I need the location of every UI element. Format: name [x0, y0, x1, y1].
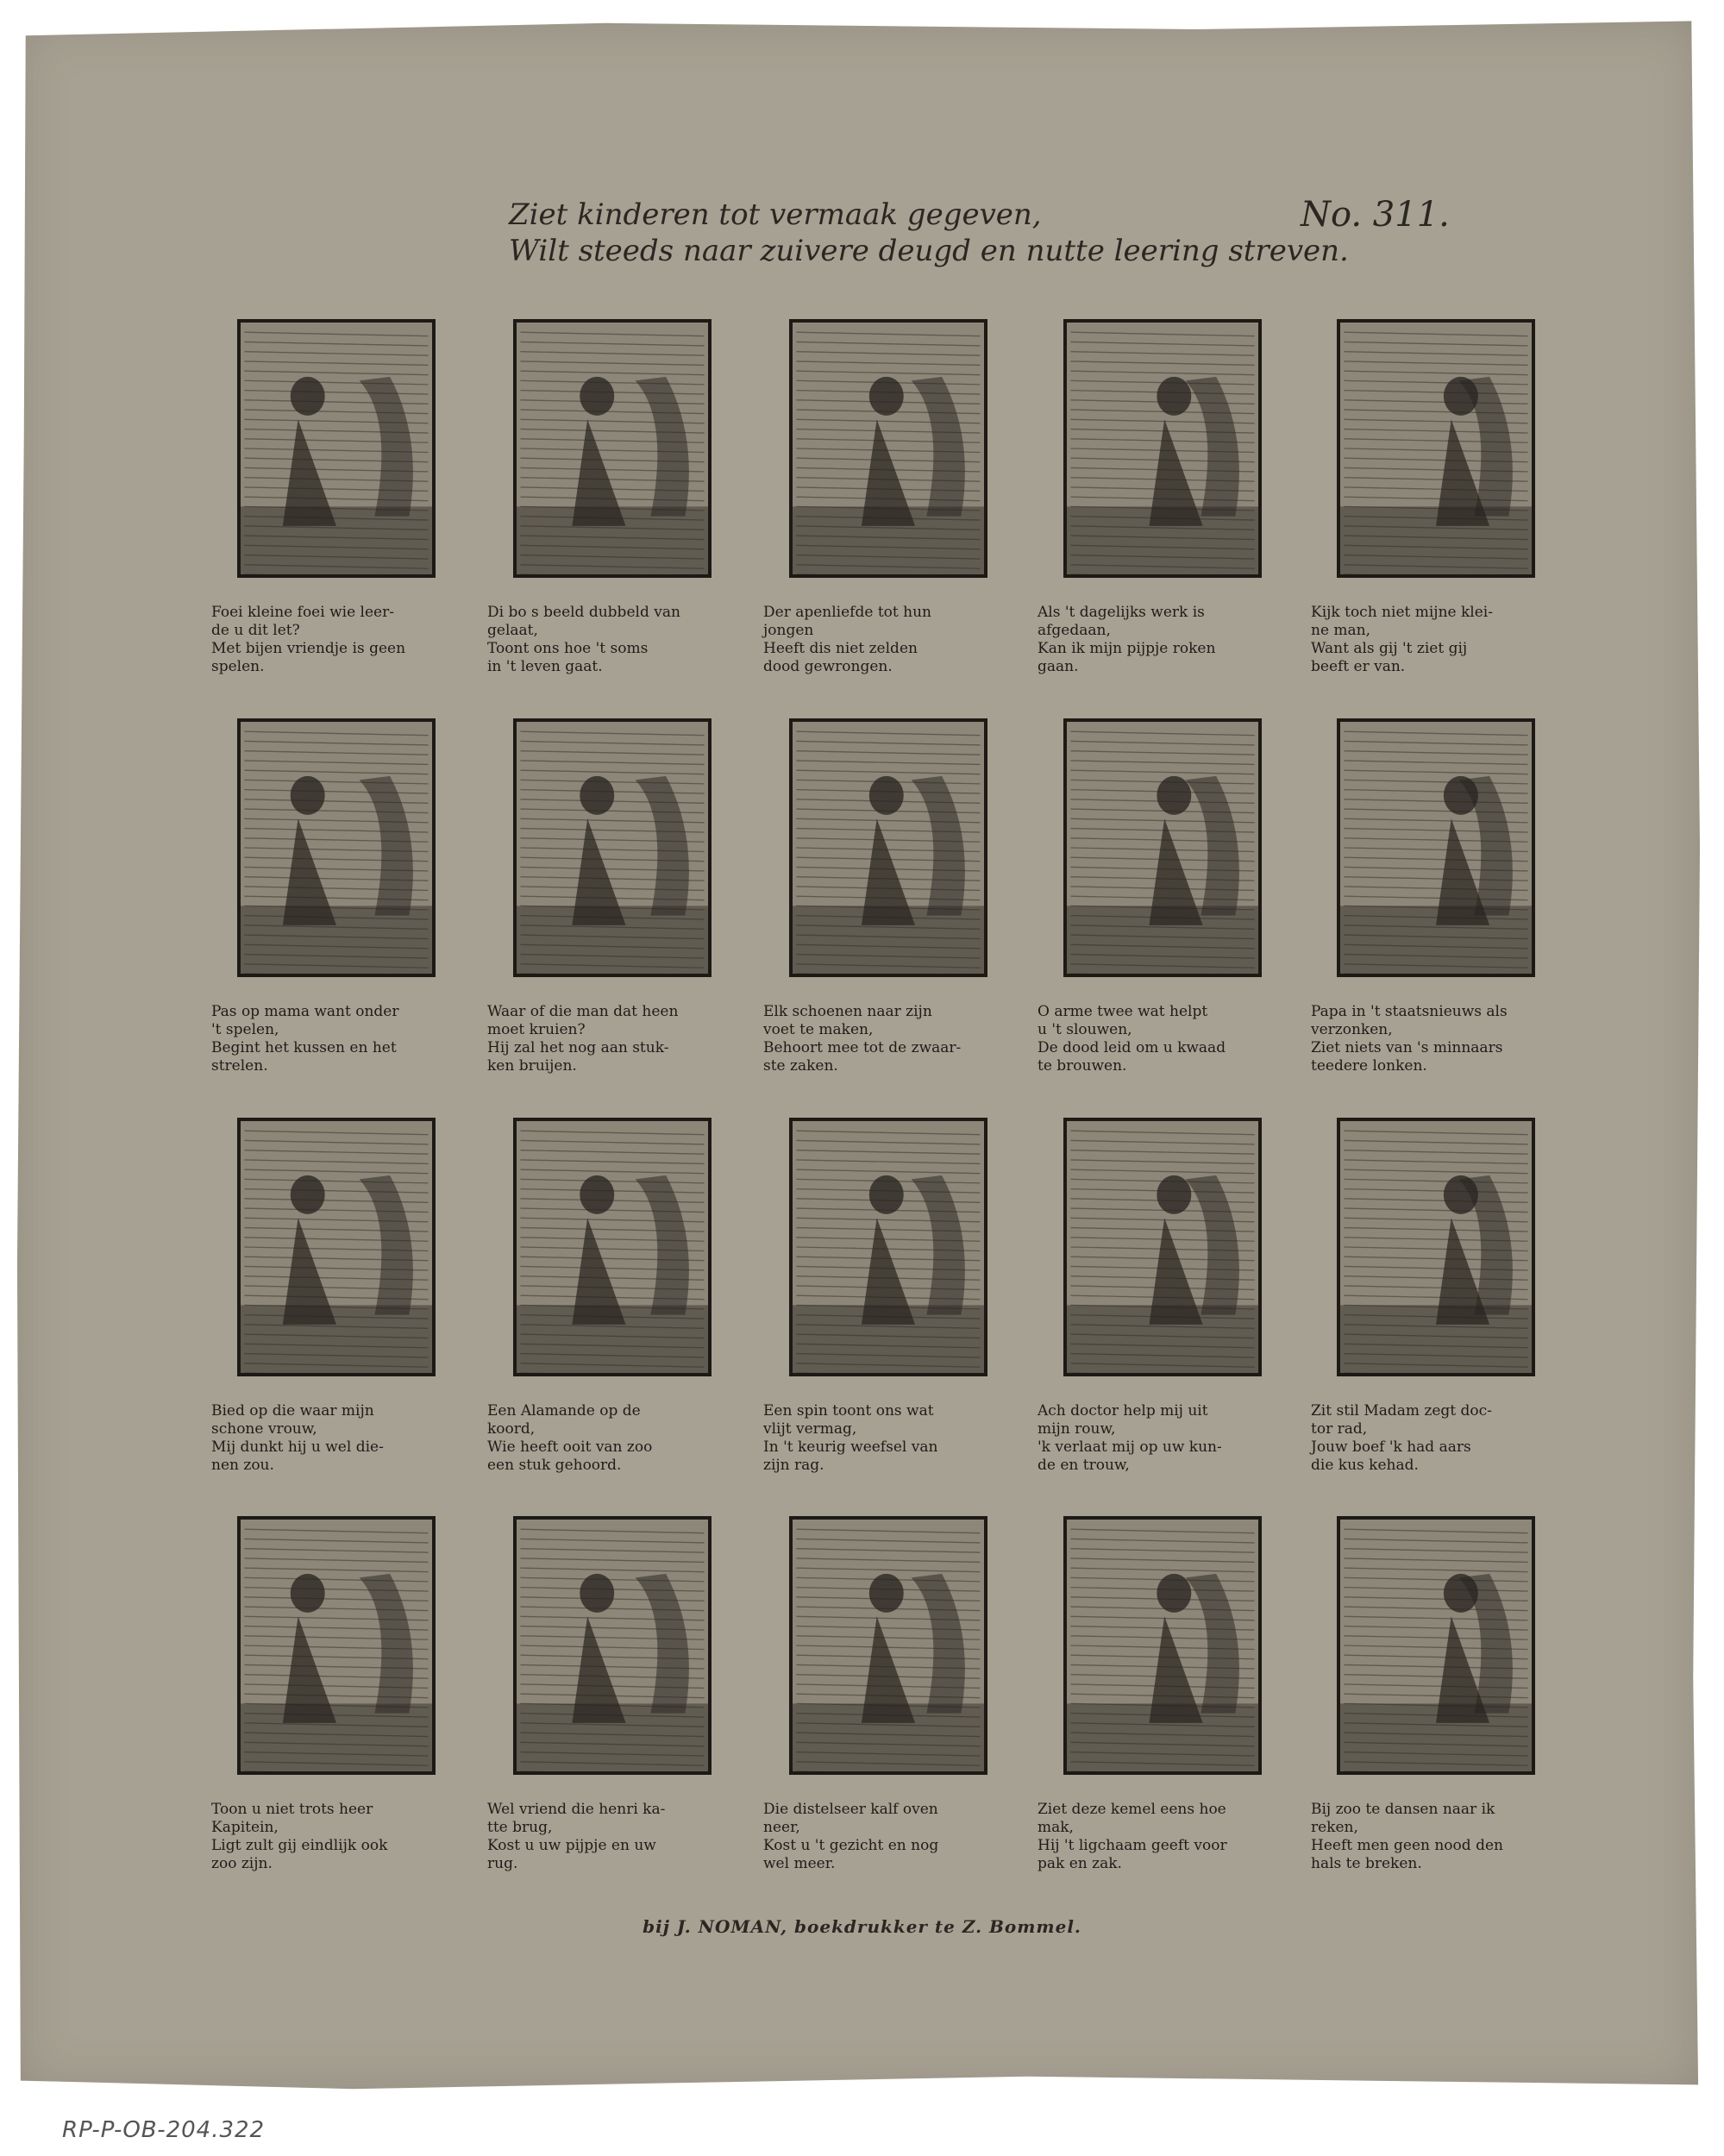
doctor-kiss-scene-icon: [1340, 1121, 1532, 1373]
woodcut-caption: Toon u niet trots heer Kapitein, Ligt zult gij eindlijk ook zoo zijn.: [211, 1801, 388, 1872]
woodcut-panel: [487, 1118, 772, 1497]
woodcut-image: [789, 1118, 987, 1376]
woodcut-panel: [1311, 1516, 1595, 1896]
woodcut-caption: Waar of die man dat heen moet kruien? Hij zal het nog aan stuk- ken bruijen.: [487, 1003, 679, 1075]
spider-web-tree-icon: [793, 1121, 984, 1373]
woodcut-image: [513, 1118, 712, 1376]
woodcut-panel: [763, 319, 1048, 699]
doctor-and-patient-icon: [1067, 1121, 1258, 1373]
woodcut-image: [513, 1516, 712, 1775]
woodcut-caption: Als 't dagelijks werk is afgedaan, Kan ik mijn pijpje roken gaan.: [1038, 604, 1216, 675]
woodcut-panel: [211, 1118, 496, 1497]
woodcut-panel: [1038, 1118, 1322, 1497]
woodcut-caption: Der apenliefde tot hun jongen Heeft dis niet zelden dood gewrongen.: [763, 604, 931, 675]
woodcut-caption: Wel vriend die henri ka- tte brug, Kost u uw pijpje en uw rug.: [487, 1801, 666, 1872]
woodcut-image: [1063, 718, 1262, 977]
woodcut-panel: [1311, 718, 1595, 1098]
woodcut-caption: Pas op mama want onder 't spelen, Begint het kussen en het strelen.: [211, 1003, 399, 1075]
couple-at-gate-icon: [1340, 323, 1532, 574]
header-line-2: Wilt steeds naar zuivere deugd en nutte leering streven.: [509, 234, 1349, 268]
woodcut-caption: O arme twee wat helpt u 't slouwen, De dood leid om u kwaad te brouwen.: [1038, 1003, 1226, 1075]
dancers-falling-icon: [1340, 1520, 1532, 1771]
woodcut-panel: [487, 718, 772, 1098]
woodcut-caption: Elk schoenen naar zijn voet te maken, Behoort mee tot de zwaar- ste zaken.: [763, 1003, 962, 1075]
woodcut-panel: [1038, 718, 1322, 1098]
naked-couple-tree-icon: [1067, 722, 1258, 974]
bust-portrait-icon: [517, 323, 708, 574]
woodcut-caption: Bied op die waar mijn schone vrouw, Mij dunkt hij u wel die- nen zou.: [211, 1402, 384, 1474]
woodcut-panel: [1311, 1118, 1595, 1497]
printer-imprint: bij J. NOMAN, boekdrukker te Z. Bommel.: [643, 1916, 1081, 1937]
woodcut-panel: [763, 1516, 1048, 1896]
woodcut-caption: Papa in 't staatsnieuws als verzonken, Ziet niets van 's minnaars teedere lonken.: [1311, 1003, 1508, 1075]
woodcut-image: [237, 1516, 436, 1775]
woodcut-image: [1063, 1516, 1262, 1775]
woodcut-caption: Een spin toont ons wat vlijt vermag, In 't keurig weefsel van zijn rag.: [763, 1402, 938, 1474]
woodcut-caption: Kijk toch niet mijne klei- ne man, Want als gij 't ziet gij beeft er van.: [1311, 604, 1493, 675]
woodcut-panel: [487, 1516, 772, 1896]
woodcut-caption: Die distelseer kalf oven neer, Kost u 't gezicht en nog wel meer.: [763, 1801, 939, 1872]
woodcut-caption: Foei kleine foei wie leer- de u dit let? Met bijen vriendje is geen spelen.: [211, 604, 406, 675]
woodcut-panel: [763, 1118, 1048, 1497]
shoemaker-scene-icon: [793, 722, 984, 974]
woodcut-panel: [1038, 1516, 1322, 1896]
woodcut-panel: [1038, 319, 1322, 699]
woodcut-image: [789, 718, 987, 977]
woodcut-panel: [487, 319, 772, 699]
woodcut-image: [1063, 1118, 1262, 1376]
woodcut-caption: Ziet deze kemel eens hoe mak, Hij 't ligchaam geeft voor pak en zak.: [1038, 1801, 1227, 1872]
woodcut-image: [1337, 319, 1535, 578]
inventory-number: RP-P-OB-204.322: [62, 2117, 266, 2143]
woodcut-image: [789, 1516, 987, 1775]
papa-reading-newspaper-icon: [1340, 722, 1532, 974]
man-smoking-pipe-icon: [1067, 323, 1258, 574]
man-falling-bridge-icon: [517, 1520, 708, 1771]
woodcut-image: [1337, 1516, 1535, 1775]
woodcut-caption: Ach doctor help mij uit mijn rouw, 'k verlaat mij op uw kun- de en trouw,: [1038, 1402, 1222, 1474]
woodcut-panel: [1311, 319, 1595, 699]
woodcut-image: [237, 718, 436, 977]
woodcut-image: [1337, 718, 1535, 977]
woodcut-image: [237, 319, 436, 578]
woodcut-image: [789, 319, 987, 578]
woodcut-image: [237, 1118, 436, 1376]
woodcut-caption: Bij zoo te dansen naar ik reken, Heeft men geen nood den hals te breken.: [1311, 1801, 1503, 1872]
woodcut-panel: [211, 718, 496, 1098]
woodcut-image: [513, 718, 712, 977]
woodcut-caption: Zit stil Madam zegt doc- tor rad, Jouw boef 'k had aars die kus kehad.: [1311, 1402, 1492, 1474]
woodcut-panel: [211, 1516, 496, 1896]
woodcut-caption: Een Alamande op de koord, Wie heeft ooit van zoo een stuk gehoord.: [487, 1402, 653, 1474]
captain-and-lady-icon: [241, 1520, 432, 1771]
thistle-eater-icon: [793, 1520, 984, 1771]
woodcut-image: [1063, 319, 1262, 578]
woodcut-caption: Di bo s beeld dubbeld van gelaat, Toont ons hoe 't soms in 't leven gaat.: [487, 604, 680, 675]
sheet-number: No. 311.: [1301, 195, 1450, 235]
officer-and-lady-icon: [241, 1121, 432, 1373]
ape-with-young-icon: [793, 323, 984, 574]
couple-at-piano-icon: [241, 722, 432, 974]
beehive-scene-icon: [241, 323, 432, 574]
header-line-1: Ziet kinderen tot vermaak gegeven,: [509, 197, 1042, 232]
woodcut-image: [513, 319, 712, 578]
woodcut-panel: [763, 718, 1048, 1098]
woodcut-image: [1337, 1118, 1535, 1376]
camel-icon: [1067, 1520, 1258, 1771]
woodcut-panel: [211, 319, 496, 699]
man-with-wheelbarrow-icon: [517, 722, 708, 974]
tightrope-dancers-icon: [517, 1121, 708, 1373]
